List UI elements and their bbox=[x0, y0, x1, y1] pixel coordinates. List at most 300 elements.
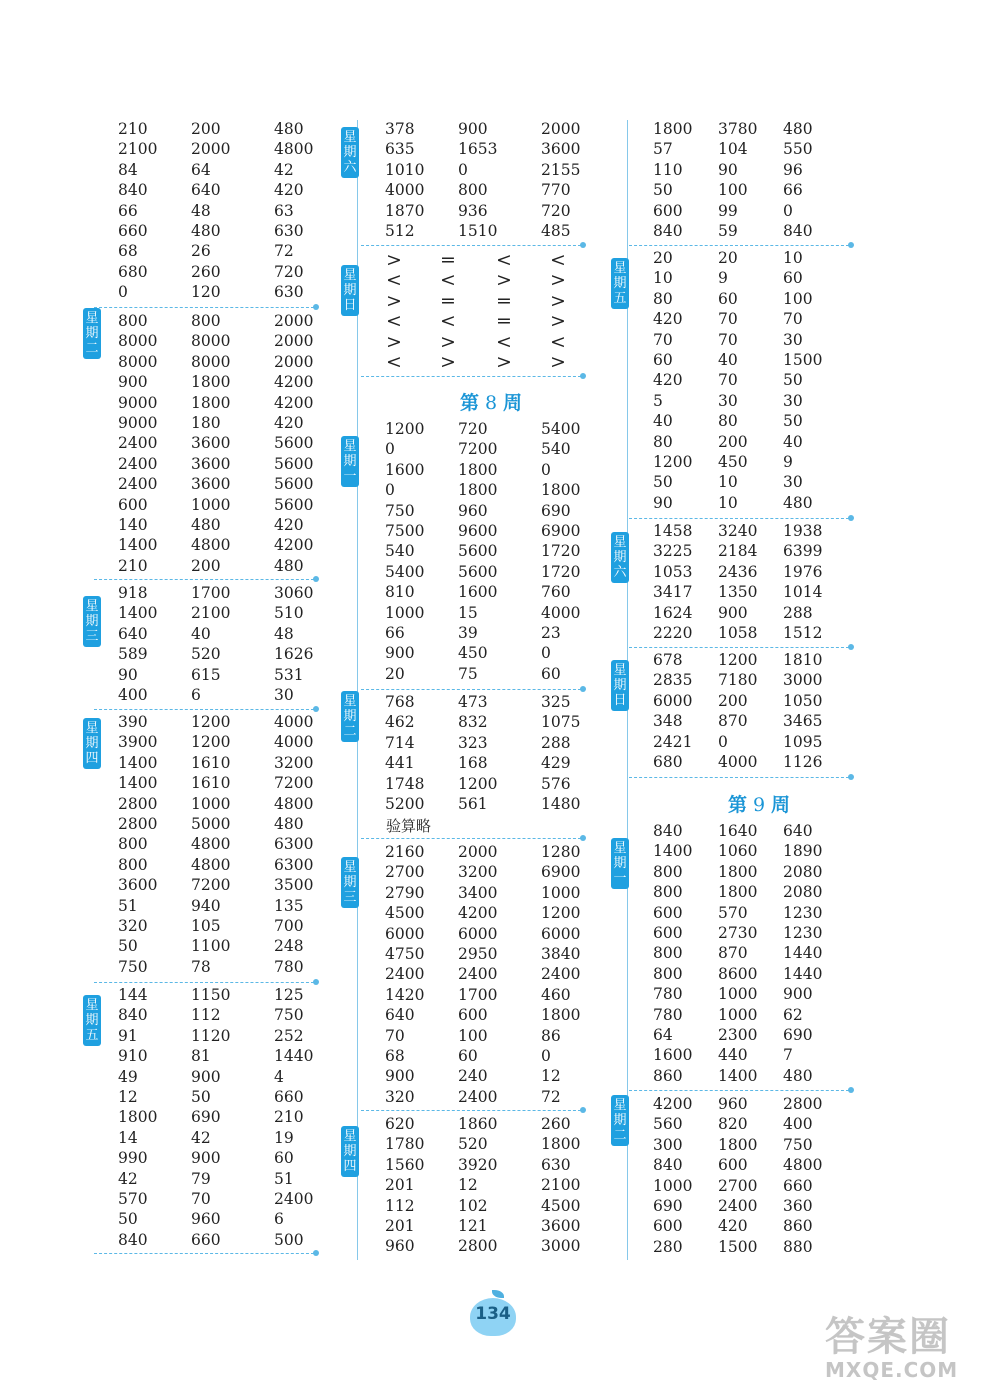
answer-cell: 714 bbox=[385, 733, 415, 752]
answer-cell: 90 bbox=[718, 160, 738, 179]
comparison-symbol: = bbox=[496, 310, 512, 333]
weekday-tag-label: 星 期 二 bbox=[85, 311, 99, 356]
page-number: 134 bbox=[475, 1304, 511, 1324]
comparison-symbol: < bbox=[496, 249, 512, 271]
answer-cell: 1230 bbox=[783, 903, 823, 922]
answer-cell: 1500 bbox=[783, 351, 823, 369]
answer-cell: 660 bbox=[274, 1088, 304, 1106]
answer-cell: 2080 bbox=[783, 883, 823, 902]
weekday-tag-label: 星 期 一 bbox=[343, 439, 357, 484]
answer-cell: 99 bbox=[718, 201, 738, 220]
answer-cell: 6900 bbox=[541, 522, 581, 540]
comparison-symbol: > bbox=[386, 289, 402, 312]
answer-cell: 1150 bbox=[191, 986, 231, 1004]
answer-cell: 400 bbox=[118, 686, 148, 704]
answer-cell: 80 bbox=[653, 432, 673, 451]
weekday-tag-label: 星 期 日 bbox=[343, 268, 357, 313]
answer-cell: 531 bbox=[274, 665, 304, 684]
answer-cell: 441 bbox=[385, 754, 415, 773]
answer-cell: 870 bbox=[718, 944, 748, 963]
answer-cell: 900 bbox=[783, 985, 813, 1004]
answer-cell: 4800 bbox=[274, 140, 314, 159]
answer-cell: 1075 bbox=[541, 713, 581, 732]
answer-cell: 1400 bbox=[118, 753, 158, 772]
answer-cell: 50 bbox=[783, 412, 803, 431]
answer-cell: 840 bbox=[783, 222, 813, 240]
answer-cell: 800 bbox=[118, 312, 148, 330]
answer-cell: 1800 bbox=[118, 1108, 158, 1127]
answer-cell: 1440 bbox=[783, 964, 823, 983]
comparison-symbol: < bbox=[440, 269, 456, 292]
answer-cell: 323 bbox=[458, 733, 488, 752]
comparison-symbol: < bbox=[550, 330, 566, 353]
answer-cell: 140 bbox=[118, 516, 148, 534]
answer-cell: 990 bbox=[118, 1149, 148, 1168]
answer-cell: 1350 bbox=[718, 583, 758, 602]
answer-cell: 64 bbox=[653, 1026, 673, 1044]
answer-cell: 2400 bbox=[385, 965, 425, 984]
weekday-tag-label: 星 期 二 bbox=[343, 694, 357, 739]
answer-cell: 9 bbox=[718, 269, 728, 288]
answer-cell: 1010 bbox=[385, 160, 425, 179]
answer-cell: 480 bbox=[191, 222, 221, 240]
comparison-symbol: > bbox=[386, 330, 402, 353]
answer-cell: 520 bbox=[458, 1135, 488, 1154]
answer-cell: 1640 bbox=[718, 822, 758, 840]
answer-cell: 9600 bbox=[458, 522, 498, 540]
answer-cell: 3600 bbox=[541, 1217, 581, 1235]
answer-cell: 180 bbox=[191, 414, 221, 432]
answer-cell: 3465 bbox=[783, 712, 823, 731]
section-divider bbox=[94, 982, 314, 983]
answer-cell: 200 bbox=[191, 556, 221, 575]
answer-cell: 70 bbox=[718, 310, 738, 329]
answer-cell: 6900 bbox=[541, 863, 581, 882]
weekday-tag bbox=[341, 127, 359, 178]
answer-cell: 105 bbox=[191, 917, 221, 935]
answer-cell: 8600 bbox=[718, 964, 758, 983]
answer-cell: 1050 bbox=[783, 691, 823, 710]
answer-cell: 7500 bbox=[385, 522, 425, 540]
answer-cell: 6300 bbox=[274, 835, 314, 854]
answer-cell: 81 bbox=[191, 1047, 211, 1066]
week-heading-prefix: 第 bbox=[727, 794, 747, 816]
answer-cell: 1400 bbox=[118, 774, 158, 793]
section-divider bbox=[361, 838, 581, 839]
answer-cell: 5600 bbox=[458, 562, 498, 581]
answer-cell: 120 bbox=[191, 283, 221, 302]
answer-cell: 72 bbox=[274, 242, 294, 261]
answer-cell: 840 bbox=[653, 1156, 683, 1175]
answer-cell: 80 bbox=[718, 412, 738, 431]
section-divider bbox=[361, 245, 581, 246]
answer-cell: 1510 bbox=[458, 222, 498, 240]
answer-cell: 3600 bbox=[191, 454, 231, 473]
answer-cell: 200 bbox=[718, 432, 748, 451]
week-heading bbox=[629, 790, 889, 817]
answer-cell: 4800 bbox=[274, 794, 314, 813]
answer-cell: 40 bbox=[191, 624, 211, 643]
answer-cell: 690 bbox=[191, 1108, 221, 1127]
answer-cell: 4200 bbox=[274, 373, 314, 392]
answer-cell: 630 bbox=[541, 1155, 571, 1174]
answer-cell: 600 bbox=[653, 1217, 683, 1236]
answer-cell: 50 bbox=[118, 937, 138, 956]
answer-cell: 40 bbox=[718, 351, 738, 369]
answer-cell: 3500 bbox=[274, 876, 314, 895]
answer-cell: 768 bbox=[385, 693, 415, 711]
answer-cell: 60 bbox=[718, 289, 738, 308]
answer-cell: 1938 bbox=[783, 522, 823, 540]
answer-cell: 4200 bbox=[274, 536, 314, 555]
answer-cell: 2155 bbox=[541, 160, 581, 179]
answer-cell: 2950 bbox=[458, 945, 498, 963]
answer-cell: 660 bbox=[118, 222, 148, 240]
answer-cell: 480 bbox=[274, 556, 304, 575]
weekday-tag-label: 星 期 三 bbox=[85, 599, 99, 644]
answer-cell: 450 bbox=[458, 644, 488, 663]
answer-cell: 420 bbox=[274, 414, 304, 432]
answer-cell: 7200 bbox=[274, 774, 314, 793]
answer-cell: 6000 bbox=[653, 691, 693, 710]
weekday-tag bbox=[611, 532, 629, 583]
answer-cell: 600 bbox=[653, 903, 683, 922]
answer-cell: 325 bbox=[541, 693, 571, 711]
answer-cell: 540 bbox=[541, 440, 571, 459]
answer-cell: 1420 bbox=[385, 985, 425, 1004]
section-divider bbox=[361, 376, 581, 377]
comparison-symbol: < bbox=[386, 351, 402, 373]
answer-cell: 200 bbox=[191, 120, 221, 138]
answer-cell: 100 bbox=[718, 181, 748, 200]
answer-cell: 5000 bbox=[191, 815, 231, 833]
answer-cell: 51 bbox=[118, 896, 138, 915]
answer-cell: 42 bbox=[118, 1169, 138, 1188]
weekday-tag-label: 星 期 六 bbox=[343, 130, 357, 175]
answer-cell: 1000 bbox=[191, 794, 231, 813]
answer-cell: 1800 bbox=[718, 883, 758, 902]
answer-cell: 2000 bbox=[458, 843, 498, 861]
answer-cell: 1000 bbox=[191, 495, 231, 514]
answer-cell: 378 bbox=[385, 120, 415, 138]
answer-cell: 12 bbox=[458, 1176, 478, 1195]
weekday-tag bbox=[83, 596, 101, 647]
answer-cell: 6300 bbox=[274, 855, 314, 874]
answer-cell: 800 bbox=[458, 181, 488, 200]
answer-cell: 1120 bbox=[191, 1026, 231, 1045]
answer-cell: 135 bbox=[274, 896, 304, 915]
answer-cell: 2730 bbox=[718, 924, 758, 942]
answer-cell: 960 bbox=[191, 1210, 221, 1229]
answer-cell: 589 bbox=[118, 645, 148, 664]
answer-cell: 70 bbox=[385, 1026, 405, 1045]
answer-cell: 288 bbox=[541, 733, 571, 752]
answer-cell: 64 bbox=[191, 160, 211, 179]
section-divider bbox=[629, 777, 849, 778]
answer-cell: 1000 bbox=[718, 985, 758, 1004]
answer-cell: 570 bbox=[118, 1190, 148, 1208]
comparison-symbol: < bbox=[440, 310, 456, 333]
answer-cell: 63 bbox=[274, 201, 294, 220]
answer-cell: 660 bbox=[191, 1230, 221, 1249]
weekday-tag bbox=[611, 1095, 629, 1146]
answer-cell: 20 bbox=[718, 249, 738, 267]
answer-cell: 70 bbox=[783, 310, 803, 329]
answer-cell: 2800 bbox=[118, 794, 158, 813]
answer-cell: 900 bbox=[458, 120, 488, 138]
weekday-tag bbox=[611, 258, 629, 309]
week-heading-num: 9 bbox=[752, 794, 766, 816]
answer-cell: 635 bbox=[385, 140, 415, 159]
answer-cell: 2000 bbox=[274, 352, 314, 371]
answer-cell: 840 bbox=[118, 1230, 148, 1249]
answer-cell: 900 bbox=[385, 1067, 415, 1086]
answer-cell: 1800 bbox=[718, 1135, 758, 1154]
answer-cell: 210 bbox=[274, 1108, 304, 1127]
answer-cell: 57 bbox=[653, 140, 673, 159]
answer-cell: 810 bbox=[385, 583, 415, 602]
answer-cell: 2800 bbox=[118, 815, 158, 833]
answer-cell: 600 bbox=[458, 1006, 488, 1025]
answer-cell: 2790 bbox=[385, 883, 425, 902]
answer-cell: 10 bbox=[653, 269, 673, 288]
answer-cell: 2800 bbox=[783, 1095, 823, 1113]
answer-cell: 4500 bbox=[385, 904, 425, 923]
answer-cell: 1200 bbox=[458, 774, 498, 793]
answer-cell: 2800 bbox=[458, 1237, 498, 1256]
answer-cell: 4200 bbox=[653, 1095, 693, 1113]
answer-cell: 840 bbox=[653, 222, 683, 240]
answer-cell: 910 bbox=[118, 1047, 148, 1066]
answer-cell: 91 bbox=[118, 1026, 138, 1045]
answer-cell: 3200 bbox=[458, 863, 498, 882]
answer-cell: 10 bbox=[718, 473, 738, 492]
answer-cell: 561 bbox=[458, 795, 488, 813]
answer-cell: 2220 bbox=[653, 624, 693, 642]
answer-cell: 3400 bbox=[458, 883, 498, 902]
answer-cell: 420 bbox=[653, 371, 683, 390]
section-divider bbox=[361, 1110, 581, 1111]
answer-cell: 960 bbox=[458, 501, 488, 520]
answer-cell: 7 bbox=[783, 1046, 793, 1065]
answer-cell: 3000 bbox=[783, 671, 823, 690]
answer-cell: 5200 bbox=[385, 795, 425, 813]
answer-cell: 3060 bbox=[274, 584, 314, 602]
answer-cell: 1800 bbox=[541, 1135, 581, 1154]
answer-cell: 1095 bbox=[783, 732, 823, 751]
answer-cell: 720 bbox=[458, 420, 488, 438]
answer-cell: 4000 bbox=[274, 713, 314, 731]
comparison-symbol: > bbox=[440, 351, 456, 373]
answer-cell: 1600 bbox=[385, 460, 425, 479]
answer-cell: 48 bbox=[191, 201, 211, 220]
comparison-symbol: = bbox=[496, 289, 512, 312]
comparison-symbol: > bbox=[550, 310, 566, 333]
answer-cell: 750 bbox=[274, 1006, 304, 1025]
answer-cell: 720 bbox=[274, 262, 304, 281]
answer-cell: 4200 bbox=[458, 904, 498, 923]
answer-cell: 104 bbox=[718, 140, 748, 159]
answer-cell: 1653 bbox=[458, 140, 498, 159]
answer-cell: 480 bbox=[274, 815, 304, 833]
answer-cell: 75 bbox=[458, 664, 478, 683]
answer-cell: 630 bbox=[274, 222, 304, 240]
answer-cell: 3225 bbox=[653, 542, 693, 561]
answer-cell: 50 bbox=[783, 371, 803, 390]
answer-cell: 800 bbox=[653, 883, 683, 902]
answer-cell: 72 bbox=[541, 1087, 561, 1106]
section-divider bbox=[361, 689, 581, 690]
answer-cell: 6 bbox=[274, 1210, 284, 1229]
comparison-symbol: > bbox=[440, 330, 456, 353]
answer-cell: 1053 bbox=[653, 562, 693, 581]
answer-cell: 420 bbox=[274, 516, 304, 534]
answer-cell: 700 bbox=[274, 917, 304, 935]
answer-cell: 1700 bbox=[191, 584, 231, 602]
answer-cell: 300 bbox=[653, 1135, 683, 1154]
answer-cell: 600 bbox=[118, 495, 148, 514]
answer-cell: 4800 bbox=[783, 1156, 823, 1175]
answer-cell: 2000 bbox=[541, 120, 581, 138]
answer-cell: 678 bbox=[653, 651, 683, 669]
answer-cell: 480 bbox=[783, 493, 813, 512]
answer-cell: 201 bbox=[385, 1217, 415, 1235]
answer-cell: 900 bbox=[718, 603, 748, 622]
answer-cell: 5400 bbox=[541, 420, 581, 438]
answer-cell: 8000 bbox=[191, 332, 231, 351]
answer-cell: 66 bbox=[385, 624, 405, 642]
answer-cell: 5400 bbox=[385, 562, 425, 581]
answer-cell: 6000 bbox=[541, 924, 581, 943]
answer-cell: 4200 bbox=[274, 393, 314, 412]
answer-cell: 2421 bbox=[653, 732, 693, 751]
answer-cell: 3900 bbox=[118, 733, 158, 752]
answer-cell: 86 bbox=[541, 1026, 561, 1045]
answer-cell: 30 bbox=[274, 686, 294, 704]
answer-cell: 780 bbox=[653, 985, 683, 1004]
answer-cell: 0 bbox=[118, 283, 128, 302]
weekday-tag-label: 星 期 六 bbox=[613, 535, 627, 580]
answer-cell: 1440 bbox=[274, 1047, 314, 1066]
answer-cell: 1976 bbox=[783, 562, 823, 581]
weekday-tag-label: 星 期 五 bbox=[613, 261, 627, 306]
answer-cell: 550 bbox=[783, 140, 813, 159]
answer-cell: 680 bbox=[118, 262, 148, 281]
answer-cell: 1600 bbox=[653, 1046, 693, 1065]
answer-cell: 248 bbox=[274, 937, 304, 956]
comparison-symbol: > bbox=[550, 289, 566, 312]
answer-cell: 1058 bbox=[718, 624, 758, 642]
answer-cell: 1800 bbox=[191, 393, 231, 412]
answer-cell: 96 bbox=[783, 160, 803, 179]
answer-cell: 660 bbox=[783, 1176, 813, 1195]
answer-cell: 102 bbox=[458, 1196, 488, 1215]
answer-cell: 252 bbox=[274, 1026, 304, 1045]
answer-cell: 0 bbox=[783, 201, 793, 220]
answer-cell: 2835 bbox=[653, 671, 693, 690]
answer-cell: 870 bbox=[718, 712, 748, 731]
watermark bbox=[825, 1305, 995, 1385]
answer-cell: 50 bbox=[653, 181, 673, 200]
answer-cell: 2000 bbox=[191, 140, 231, 159]
answer-cell: 840 bbox=[118, 1006, 148, 1025]
weekday-tag bbox=[83, 308, 101, 359]
answer-cell: 10 bbox=[718, 493, 738, 512]
answer-cell: 512 bbox=[385, 222, 415, 240]
answer-cell: 3000 bbox=[541, 1237, 581, 1256]
answer-cell: 8000 bbox=[118, 332, 158, 351]
answer-cell: 2400 bbox=[458, 965, 498, 984]
answer-cell: 2400 bbox=[718, 1197, 758, 1215]
answer-cell: 100 bbox=[458, 1026, 488, 1045]
answer-cell: 1800 bbox=[458, 460, 498, 479]
weekday-tag-label: 星 期 一 bbox=[613, 841, 627, 886]
weekday-tag-label: 星 期 三 bbox=[343, 860, 357, 905]
answer-cell: 60 bbox=[541, 664, 561, 683]
section-divider bbox=[94, 307, 314, 308]
answer-cell: 918 bbox=[118, 584, 148, 602]
answer-cell: 4500 bbox=[541, 1196, 581, 1215]
section-divider bbox=[629, 647, 849, 648]
answer-cell: 112 bbox=[385, 1196, 415, 1215]
week-heading-num: 8 bbox=[484, 392, 498, 414]
answer-cell: 2400 bbox=[118, 475, 158, 494]
answer-cell: 832 bbox=[458, 713, 488, 732]
answer-cell: 0 bbox=[385, 440, 395, 459]
answer-cell: 1280 bbox=[541, 843, 581, 861]
answer-cell: 1860 bbox=[458, 1115, 498, 1133]
answer-cell: 3600 bbox=[118, 876, 158, 895]
answer-cell: 1200 bbox=[191, 713, 231, 731]
answer-cell: 201 bbox=[385, 1176, 415, 1195]
answer-cell: 1200 bbox=[191, 733, 231, 752]
answer-cell: 576 bbox=[541, 774, 571, 793]
answer-cell: 640 bbox=[385, 1006, 415, 1025]
note-text: 验算略 bbox=[386, 817, 432, 835]
answer-cell: 3417 bbox=[653, 583, 693, 602]
answer-cell: 7180 bbox=[718, 671, 758, 690]
answer-cell: 800 bbox=[653, 964, 683, 983]
answer-cell: 90 bbox=[118, 665, 138, 684]
answer-cell: 112 bbox=[191, 1006, 221, 1025]
answer-cell: 400 bbox=[783, 1115, 813, 1134]
answer-cell: 2100 bbox=[541, 1176, 581, 1195]
answer-cell: 750 bbox=[118, 957, 148, 976]
answer-cell: 1400 bbox=[118, 536, 158, 555]
answer-cell: 6 bbox=[191, 686, 201, 704]
answer-cell: 800 bbox=[653, 944, 683, 963]
answer-cell: 480 bbox=[191, 516, 221, 534]
answer-cell: 960 bbox=[718, 1095, 748, 1113]
answer-cell: 429 bbox=[541, 754, 571, 773]
section-divider bbox=[94, 709, 314, 710]
answer-cell: 780 bbox=[274, 957, 304, 976]
answer-cell: 1748 bbox=[385, 774, 425, 793]
comparison-symbol: > bbox=[496, 351, 512, 373]
answer-cell: 5600 bbox=[458, 542, 498, 561]
answer-cell: 2300 bbox=[718, 1026, 758, 1044]
answer-cell: 2400 bbox=[274, 1190, 314, 1208]
watermark-logo-text: 答案圈 bbox=[825, 1314, 951, 1360]
answer-cell: 460 bbox=[541, 985, 571, 1004]
section-divider bbox=[629, 518, 849, 519]
answer-cell: 66 bbox=[783, 181, 803, 200]
answer-cell: 2400 bbox=[118, 434, 158, 453]
answer-cell: 5600 bbox=[274, 475, 314, 494]
answer-cell: 79 bbox=[191, 1169, 211, 1188]
page-number-badge bbox=[470, 1290, 516, 1336]
answer-cell: 900 bbox=[118, 373, 148, 392]
